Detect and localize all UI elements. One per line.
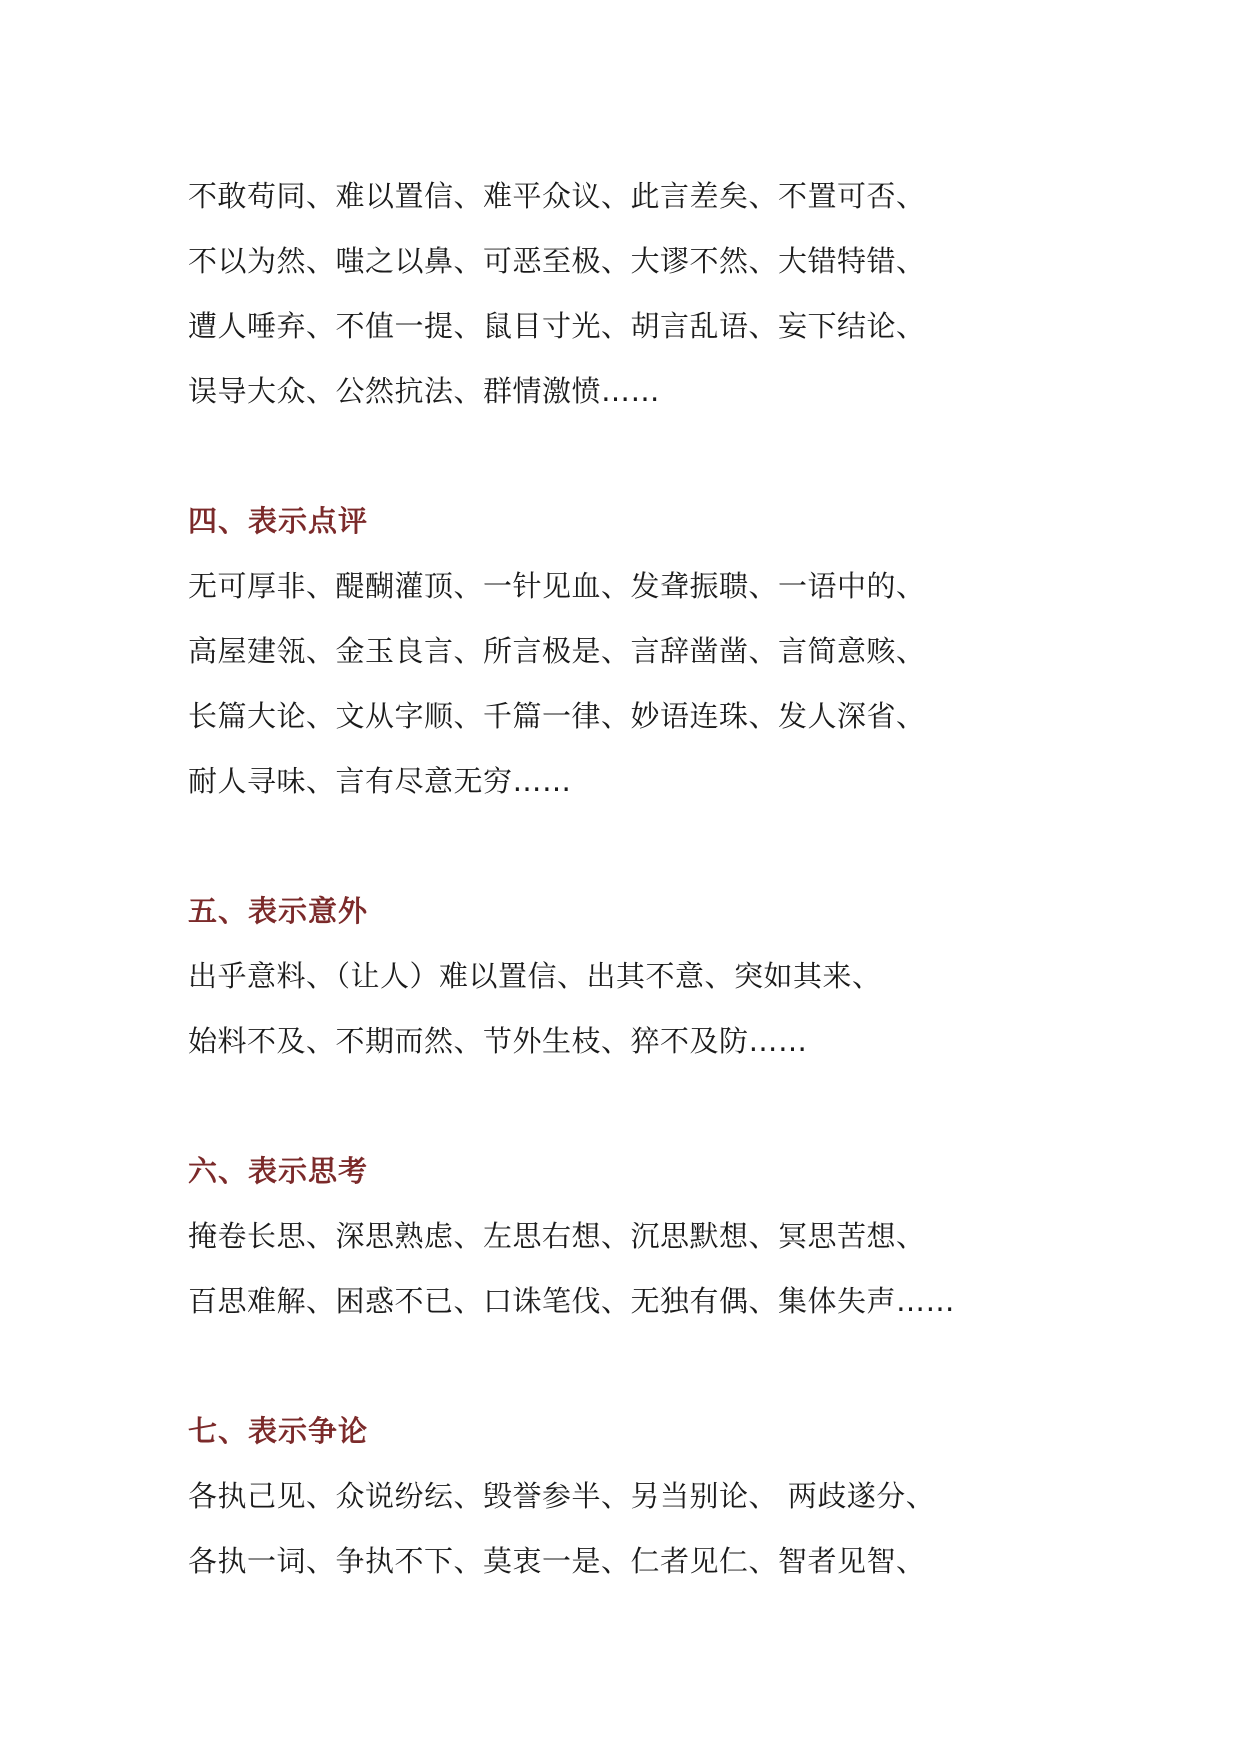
- text-line: 不以为然、嗤之以鼻、可恶至极、大谬不然、大错特错、: [188, 244, 926, 278]
- text-line: 各执一词、争执不下、莫衷一是、仁者见仁、智者见智、: [188, 1544, 926, 1578]
- text-line: 出乎意料、（让人）难以置信、出其不意、突如其来、: [188, 959, 882, 993]
- text-line: 掩卷长思、深思熟虑、左思右想、沉思默想、冥思苦想、: [188, 1219, 926, 1253]
- text-line: 高屋建瓴、金玉良言、所言极是、言辞凿凿、言简意赅、: [188, 634, 926, 668]
- text-line: 长篇大论、文从字顺、千篇一律、妙语连珠、发人深省、: [188, 699, 926, 733]
- text-line: 无可厚非、醍醐灌顶、一针见血、发聋振聩、一语中的、: [188, 569, 926, 603]
- section-heading-debate: 七、表示争论: [188, 1414, 369, 1448]
- text-line: 耐人寻味、言有尽意无穷……: [188, 764, 572, 798]
- text-line: 各执己见、众说纷纭、毁誉参半、另当别论、 两歧遂分、: [188, 1479, 936, 1513]
- section-heading-thinking: 六、表示思考: [188, 1154, 369, 1188]
- text-line: 误导大众、公然抗法、群情激愤……: [188, 374, 661, 408]
- text-line: 始料不及、不期而然、节外生枝、猝不及防……: [188, 1024, 808, 1058]
- section-heading-surprise: 五、表示意外: [188, 894, 369, 928]
- text-line: 不敢苟同、难以置信、难平众议、此言差矣、不置可否、: [188, 179, 926, 213]
- section-heading-commentary: 四、表示点评: [188, 504, 369, 538]
- text-line: 遭人唾弃、不值一提、鼠目寸光、胡言乱语、妄下结论、: [188, 309, 926, 343]
- text-line: 百思难解、困惑不已、口诛笔伐、无独有偶、集体失声……: [188, 1284, 956, 1318]
